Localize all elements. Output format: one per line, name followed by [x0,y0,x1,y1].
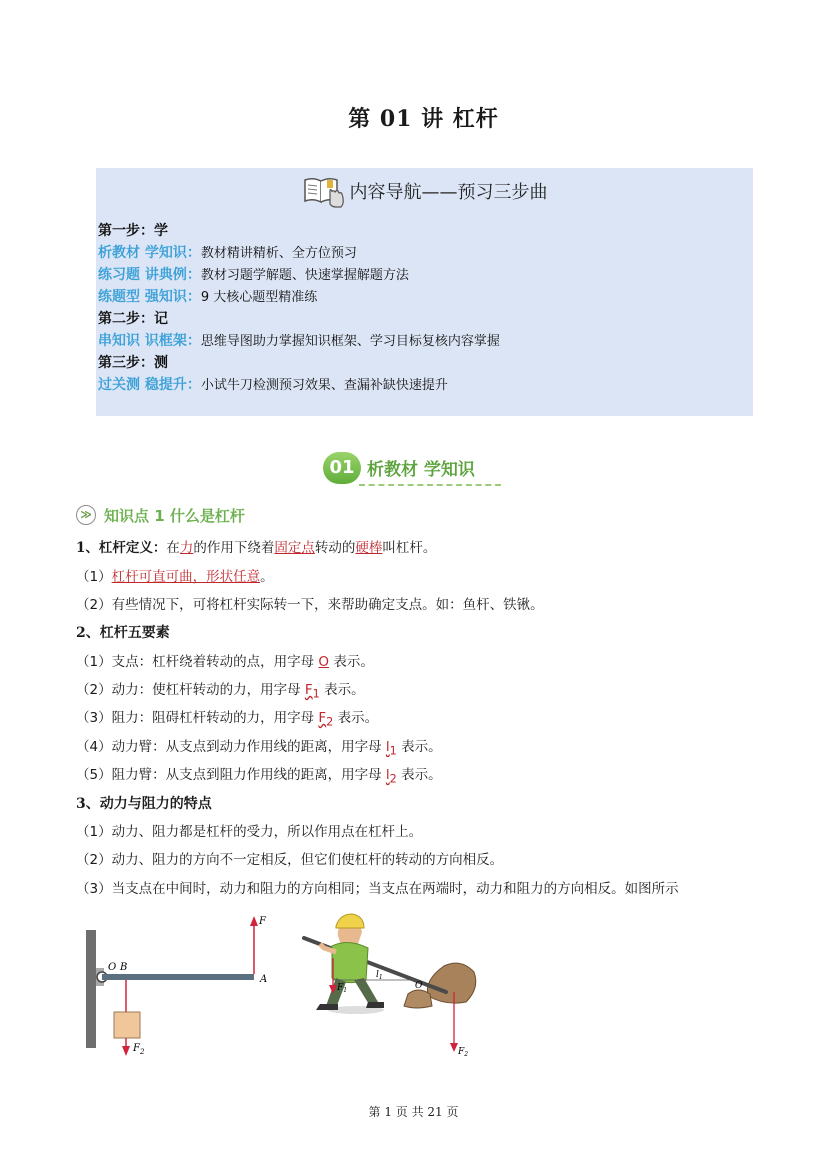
fulcrum-stone [404,990,432,1008]
element-fulcrum [76,652,374,672]
text: （3）阻力：阻碍杠杆转动的力，用字母 [76,710,319,726]
symbol-letter: l [385,739,390,755]
nav-tag: 串知识 识框架： [98,333,201,349]
label-f1-letter: F [337,983,344,993]
nav-tag: 练习题 讲典例： [98,267,201,283]
label-l1-letter: l [376,970,379,980]
force-f2-arrowhead [122,1046,130,1056]
weight-block [114,1012,140,1038]
text: （1）支点：杠杆绕着转动的点，用字母 [76,654,319,670]
nav-desc: 思维导图助力掌握知识框架、学习目标复核内容掌握 [200,334,500,349]
text: （5）阻力臂：从支点到阻力作用线的距离，用字母 [76,767,386,783]
wall [86,930,96,1048]
nav-desc: 小试牛刀检测预习效果、查漏补缺快速提升 [200,378,448,393]
label-o: O [108,962,117,973]
text: 叫杠杆。 [382,540,437,556]
label-l1-subscript: 1 [378,974,383,981]
section-underline [359,484,501,486]
label-f2-subscript: 2 [139,1048,145,1056]
page-title: 第 01 讲 杠杆 [348,106,499,132]
definition-item-1 [76,567,274,587]
feature-2: （2）动力、阻力的方向不一定相反，但它们使杠杆的转动的方向相反。 [76,852,504,868]
label-f2-letter: F [458,1047,465,1057]
nav-step-label: 第一步：学 [98,223,168,239]
page-footer: 第 1 页 共 21 页 [368,1105,459,1119]
text: （2）动力：使杠杆转动的力，用字母 [76,682,305,698]
force-f-arrowhead [250,916,258,926]
large-rock [427,963,475,1003]
hard-hat [336,914,364,928]
keyword-force: 力 [179,540,194,556]
symbol-subscript: 1 [389,744,397,758]
label-a: A [260,974,268,985]
symbol-subscript: 2 [326,715,334,729]
text: （4）动力臂：从支点到动力作用线的距离，用字母 [76,739,386,755]
label-f2 [132,1043,145,1056]
element-effort [76,680,365,705]
nav-step-label: 第三步：测 [98,355,168,371]
symbol [385,767,397,786]
text: 在 [166,540,180,556]
worker-crowbar-illustration [296,908,486,1060]
nav-step-label: 第二步：记 [98,311,168,327]
nav-lines [98,220,500,396]
nav-tag: 练题型 强知识： [98,289,201,305]
heading-force-features: 3、动力与阻力的特点 [76,796,212,812]
nav-item [98,330,500,352]
element-effort-arm [76,737,442,762]
feature-3: （3）当支点在中间时，动力和阻力的方向相同；当支点在两端时，动力和阻力的方向相反。如图所示 [76,881,679,897]
text: 。 [260,569,274,585]
nav-item [98,242,500,264]
symbol [385,739,397,758]
nav-desc: 9 大核心题型精准练 [200,290,318,305]
knowledge-point-heading [76,503,245,527]
label-f: F [259,916,266,927]
symbol [304,682,320,701]
label-f2-letter: F [133,1043,140,1054]
definition-item-2: （2）有些情况下，可将杠杆实际转一下，来帮助确定支点。如：鱼杆、铁锹。 [76,597,544,613]
definition-lead: 1、杠杆定义： [76,540,167,556]
section-label: 析教材 学知识 [367,460,475,480]
worker-leg-right [354,978,378,1006]
nav-item [98,374,500,396]
feature-1: （1）动力、阻力都是杠杆的受力，所以作用点在杠杆上。 [76,824,423,840]
nav-tag: 析教材 学知识： [98,245,201,261]
item-number: （1） [76,569,112,585]
symbol [318,710,334,729]
symbol-subscript: 1 [312,687,320,701]
label-f2-subscript: 2 [464,1051,469,1058]
nav-desc: 教材习题学解题、快速掌握解题方法 [200,268,409,283]
label-b: B [120,962,128,973]
lever-diagram [78,912,288,1062]
text: 表示。 [396,767,442,783]
element-resistance [76,708,378,733]
lever-definition [76,538,436,558]
label-f2 [457,1047,468,1058]
symbol-subscript: 2 [389,772,397,786]
nav-tag: 过关测 稳提升： [98,377,201,393]
nav-item [98,264,500,286]
label-o: O [415,981,423,991]
symbol: O [318,654,330,670]
nav-desc: 教材精讲精析、全方位预习 [200,246,357,261]
symbol-letter: l [385,767,390,783]
text: 表示。 [396,739,442,755]
knowledge-point-label: 知识点 1 什么是杠杆 [104,506,245,525]
text: 表示。 [333,710,379,726]
keyword-fixed-point: 固定点 [274,540,315,556]
worker-vest [332,942,368,982]
book-hand-icon [302,174,346,208]
text: 转动的 [314,540,356,556]
heading-five-elements: 2、杠杆五要素 [76,625,170,641]
keyword-rigid-rod: 硬棒 [355,540,383,556]
nav-step-3 [98,352,500,374]
text: 表示。 [329,654,374,670]
element-resistance-arm [76,765,442,790]
nav-header [96,174,753,208]
symbol-letter: F [318,710,327,726]
label-l1 [376,970,383,981]
symbol-letter: F [304,682,313,698]
nav-item [98,286,500,308]
force-f2-arrowhead [450,1043,458,1052]
nav-header-text: 内容导航——预习三步曲 [349,182,548,203]
label-f1-subscript: 1 [343,987,348,994]
nav-step-1 [98,220,500,242]
nav-step-2 [98,308,500,330]
boot-right [366,1002,384,1008]
text: 表示。 [319,682,365,698]
content-navigation-box [96,168,753,416]
section-number-badge: 01 [323,452,361,484]
keyword-shape: 杠杆可直可曲，形状任意 [111,569,261,585]
text: 的作用下绕着 [193,540,275,556]
label-f1 [336,983,347,994]
section-banner [323,452,513,492]
lever-rod [102,974,254,980]
boot-left [316,1004,338,1010]
double-chevron-icon: ≫ [76,505,96,525]
